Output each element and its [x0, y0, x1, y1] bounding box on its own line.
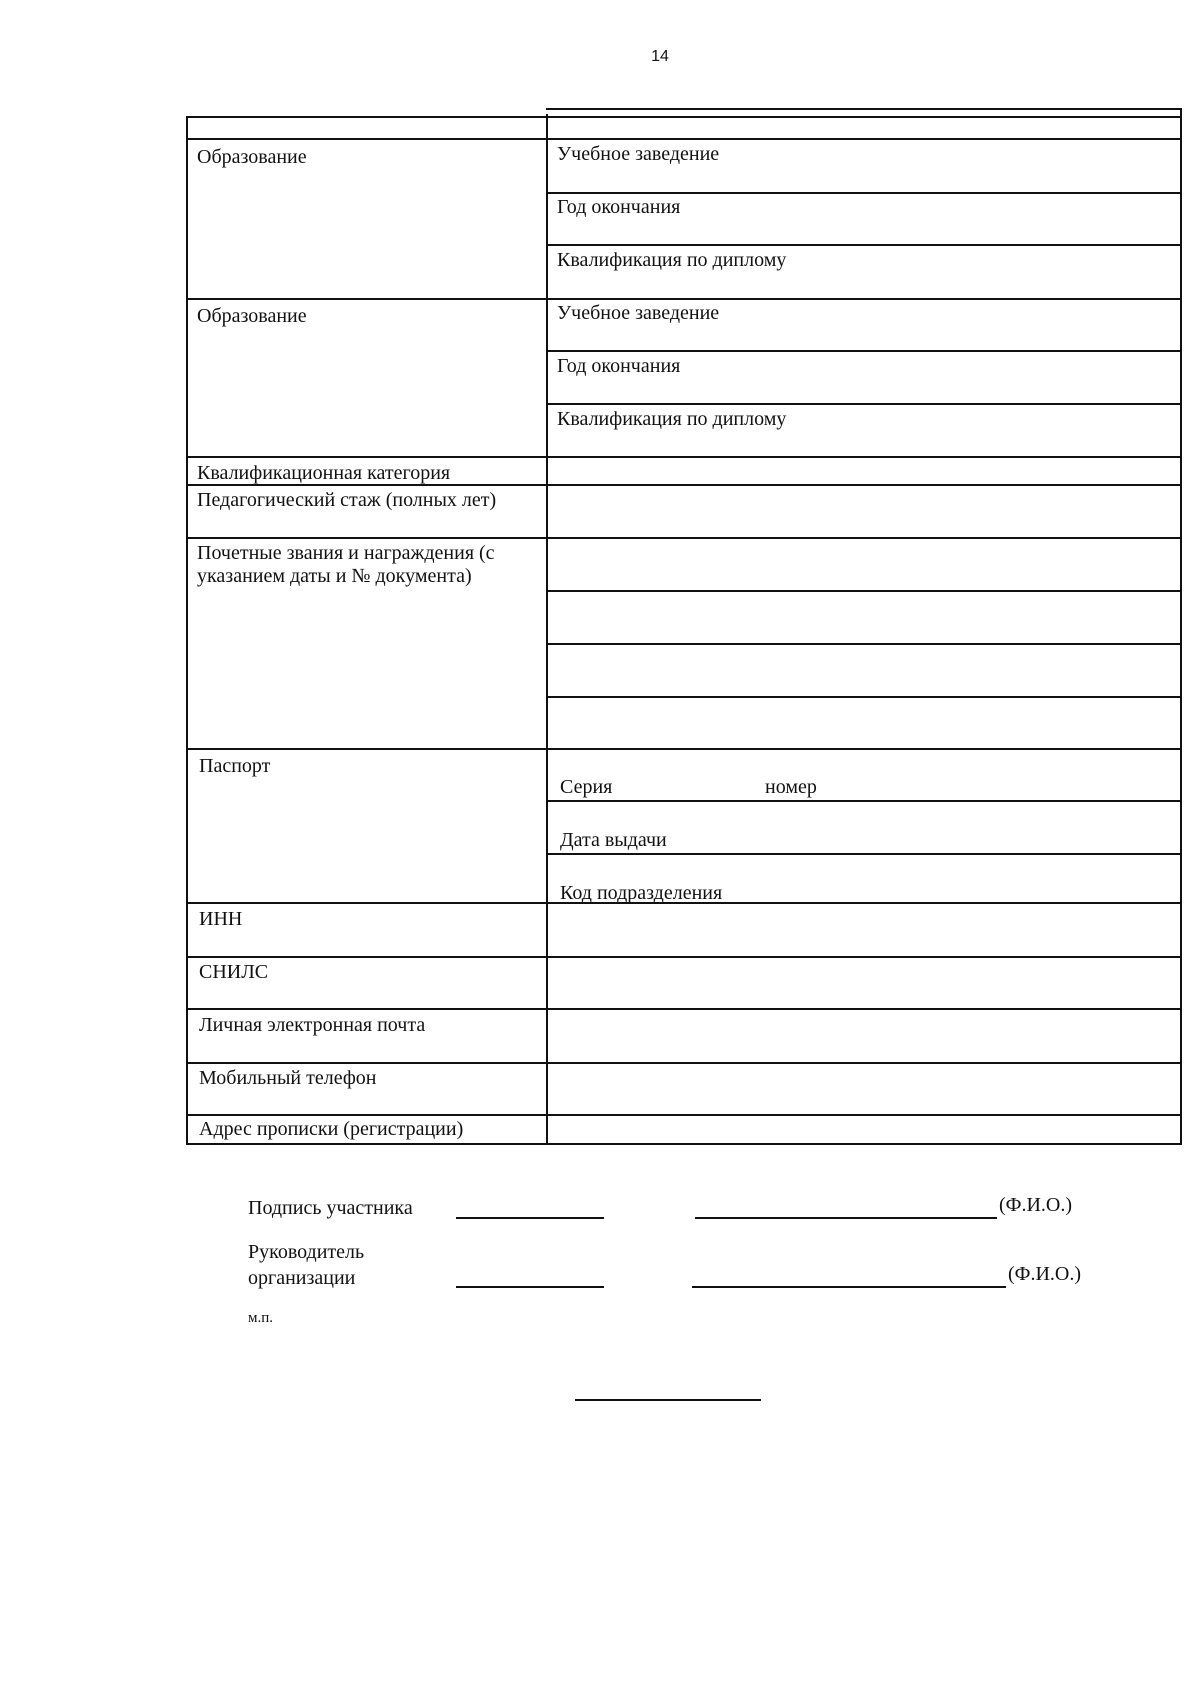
head-name-line[interactable]	[692, 1286, 1006, 1288]
education-1-year: Год окончания	[557, 196, 681, 218]
page-number: 14	[651, 48, 669, 65]
head-label-line1: Руководитель	[248, 1241, 365, 1263]
closing-separator	[575, 1399, 761, 1401]
phone-label: Мобильный телефон	[199, 1067, 377, 1089]
head-signature-line[interactable]	[456, 1286, 604, 1288]
table-right-border	[1180, 108, 1182, 1145]
row-divider	[186, 298, 1181, 300]
subrow-divider	[546, 192, 1181, 194]
subrow-divider	[546, 696, 1181, 698]
row-divider	[186, 748, 1181, 750]
subrow-divider	[546, 853, 1181, 855]
inn-label: ИНН	[199, 908, 243, 930]
subrow-divider	[546, 244, 1181, 246]
row-divider	[186, 456, 1181, 458]
passport-issue-date: Дата выдачи	[560, 829, 667, 851]
awards-label: Почетные звания и награждения (с указанием даты и № документа)	[197, 542, 495, 587]
row-divider	[186, 1114, 1181, 1116]
education-1-label: Образование	[197, 146, 307, 168]
education-2-year: Год окончания	[557, 355, 681, 377]
participant-signature-line[interactable]	[456, 1217, 604, 1219]
education-2-qualification: Квалификация по диплому	[557, 408, 787, 430]
table-left-border	[186, 116, 188, 1145]
participant-fio-label: (Ф.И.О.)	[999, 1194, 1073, 1216]
subrow-divider	[546, 800, 1181, 802]
subrow-divider	[546, 350, 1181, 352]
table-column-divider	[546, 114, 548, 1145]
passport-label: Паспорт	[199, 755, 271, 777]
row-divider	[186, 956, 1181, 958]
subrow-divider	[546, 403, 1181, 405]
participant-signature-label: Подпись участника	[248, 1197, 413, 1219]
snils-label: СНИЛС	[199, 961, 269, 983]
education-1-qualification: Квалификация по диплому	[557, 249, 787, 271]
stamp-label: м.п.	[248, 1310, 274, 1326]
experience-label: Педагогический стаж (полных лет)	[197, 489, 497, 511]
right-top-border	[546, 108, 1181, 110]
education-1-institution: Учебное заведение	[557, 143, 720, 165]
head-fio-label: (Ф.И.О.)	[1008, 1263, 1082, 1285]
row-divider	[186, 1062, 1181, 1064]
subrow-divider	[546, 643, 1181, 645]
address-label: Адрес прописки (регистрации)	[199, 1118, 464, 1140]
passport-division-code: Код подразделения	[560, 882, 723, 904]
row-divider	[186, 1008, 1181, 1010]
education-2-label: Образование	[197, 305, 307, 327]
row-divider	[186, 537, 1181, 539]
email-label: Личная электронная почта	[199, 1014, 426, 1036]
passport-series: Серия	[560, 776, 613, 798]
table-bottom-border	[186, 1143, 1181, 1145]
table-top-border	[186, 116, 1181, 118]
subrow-divider	[546, 590, 1181, 592]
head-label-line2: организации	[248, 1267, 356, 1289]
category-label: Квалификационная категория	[197, 462, 451, 484]
participant-name-line[interactable]	[695, 1217, 997, 1219]
education-2-institution: Учебное заведение	[557, 302, 720, 324]
passport-number: номер	[765, 776, 817, 798]
row-divider	[186, 138, 1181, 140]
